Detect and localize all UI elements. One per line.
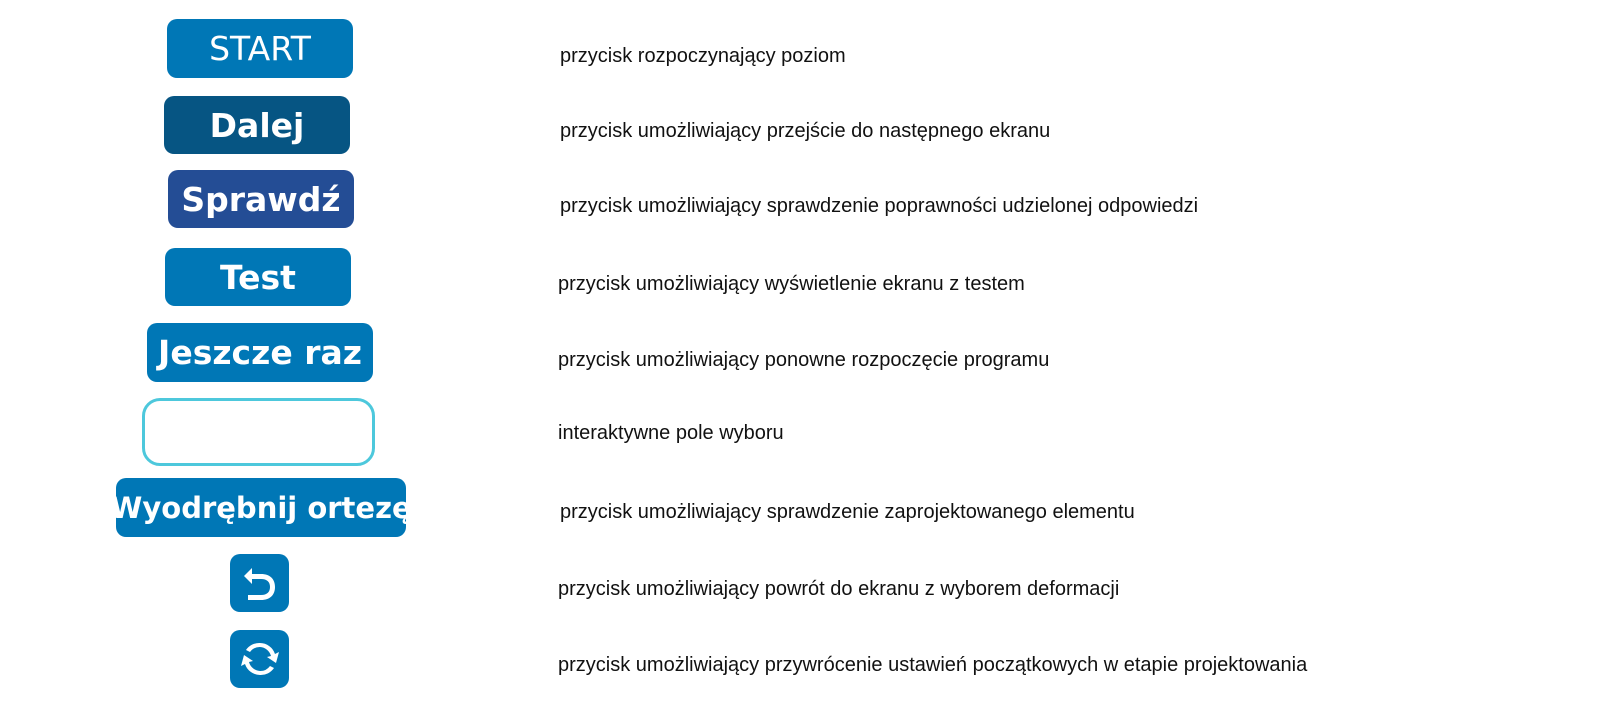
extract-orthosis-description: przycisk umożliwiający sprawdzenie zaprojektowanego elementu [560,501,1135,523]
undo-arrow-icon [239,562,281,604]
start-button-label: START [209,29,311,68]
start-description: przycisk rozpoczynający poziom [560,45,846,67]
extract-orthosis-button-label: Wyodrębnij ortezę [110,490,412,525]
retry-button[interactable] [147,323,373,382]
test-button[interactable] [165,248,351,306]
test-button-label: Test [220,257,296,297]
start-button[interactable] [167,19,353,78]
back-description: przycisk umożliwiający powrót do ekranu z wyborem deformacji [558,578,1120,600]
next-button[interactable] [164,96,350,154]
check-button[interactable] [168,170,354,228]
retry-description: przycisk umożliwiający ponowne rozpoczęcie programu [558,349,1050,371]
reset-button[interactable] [230,630,289,688]
next-description: przycisk umożliwiający przejście do następnego ekranu [560,120,1051,142]
back-button[interactable] [230,554,289,612]
test-description: przycisk umożliwiający wyświetlenie ekranu z testem [558,273,1025,295]
choice-field[interactable] [142,398,375,466]
next-button-label: Dalej [209,105,305,145]
retry-button-label: Jeszcze raz [158,333,362,372]
check-description: przycisk umożliwiający sprawdzenie poprawności udzielonej odpowiedzi [560,195,1199,217]
choice-field-description: interaktywne pole wyboru [558,422,784,444]
refresh-icon [238,637,282,681]
reset-description: przycisk umożliwiający przywrócenie ustawień początkowych w etapie projektowania [558,654,1308,676]
extract-orthosis-button[interactable] [110,478,412,537]
check-button-label: Sprawdź [181,179,341,219]
